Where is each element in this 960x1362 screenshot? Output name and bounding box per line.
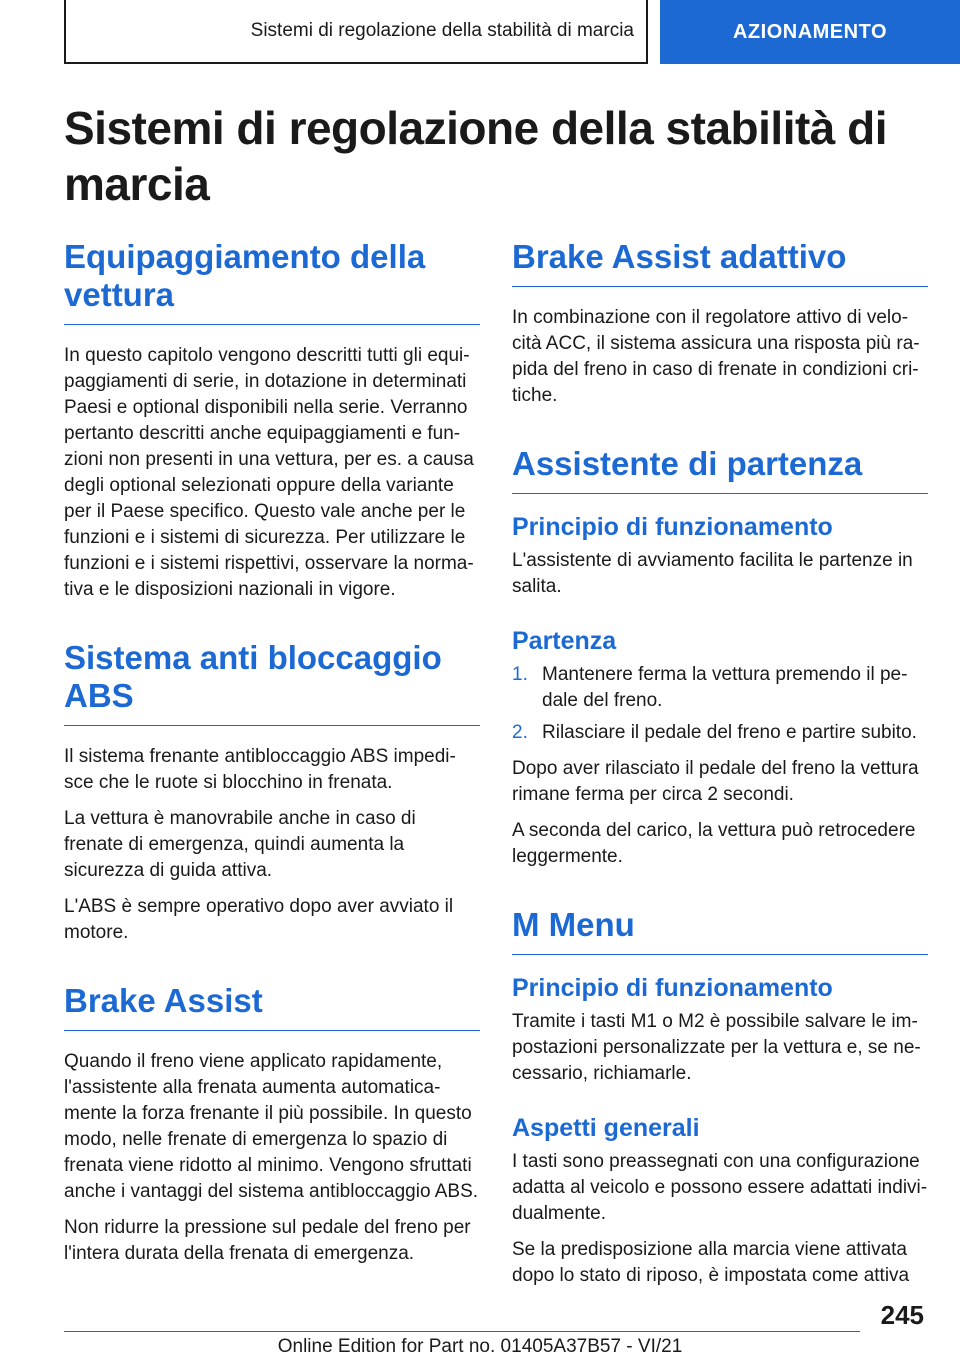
paragraph: I tasti sono preassegnati con una configurazione adatta al veicolo e possono essere adattati indivi-dualmente. (512, 1151, 928, 1224)
subsection-title-principio: Principio di funzionamento (512, 974, 833, 1002)
step-number: 2. (512, 722, 528, 743)
subsection-title-principio: Principio di funzionamento (512, 513, 833, 541)
footer-edition: Online Edition for Part no. 01405A37B57 - VI/21 (277, 1336, 683, 1357)
paragraph: Non ridurre la pressione sul pedale del freno per l'intera durata della frenata di emergenza. (64, 1217, 471, 1264)
subsection-title-partenza: Partenza (512, 627, 617, 655)
left-column (64, 238, 480, 1277)
chapter-tab: AZIONAMENTO (660, 0, 960, 64)
step-number: 1. (512, 664, 528, 685)
section-title-equipaggiamento: Equipaggiamento della vettura (64, 238, 480, 325)
running-header (64, 0, 648, 64)
running-header-title: Sistemi di regolazione della stabilità di marcia (250, 20, 634, 41)
paragraph: A seconda del carico, la vettura può retrocedere leggermente. (512, 820, 916, 867)
footer-divider (64, 1331, 860, 1332)
list-item (512, 720, 928, 746)
section-title-abs: Sistema anti bloccaggio ABS (64, 639, 480, 726)
paragraph: Dopo aver rilasciato il pedale del freno la vettura rimane ferma per circa 2 secondi. (512, 758, 919, 805)
step-text: Rilasciare il pedale del freno e partire subito. (542, 722, 917, 743)
step-text: Mantenere ferma la vettura premendo il pe-dale del freno. (542, 664, 908, 711)
right-column (512, 238, 928, 1299)
paragraph: L'ABS è sempre operativo dopo aver avviato il motore. (64, 896, 454, 943)
section-title-brake-assist-adattivo: Brake Assist adattivo (512, 238, 928, 287)
paragraph: In questo capitolo vengono descritti tutti gli equi-paggiamenti di serie, in dotazione in determinati Paesi e optional disponibili nella serie. Verranno pertanto descritti anche equipaggiamenti e fun-zioni non presenti in una vettura, per es. a causa degli optional selezionati oppure della variante per il Paese specifico. Questo vale anche per le funzioni e i sistemi di sicurezza. Per utilizzare le funzioni e i sistemi rispettivi, osservare la norma-tiva e le disposizioni nazionali in vigore. (64, 345, 474, 600)
steps-list (512, 662, 928, 746)
page-title: Sistemi di regolazione della stabilità di marcia (64, 102, 888, 210)
section-title-assistente-partenza: Assistente di partenza (512, 445, 928, 494)
paragraph: La vettura è manovrabile anche in caso di frenate di emergenza, quindi aumenta la sicurezza di guida attiva. (64, 808, 416, 881)
page-number: 245 (880, 1300, 924, 1330)
list-item (512, 662, 928, 714)
paragraph: Se la predisposizione alla marcia viene attivata dopo lo stato di riposo, è impostata come attiva (512, 1239, 910, 1286)
paragraph: Tramite i tasti M1 o M2 è possibile salvare le im-postazioni personalizzate per la vettura e, se ne-cessario, richiamarle. (512, 1011, 921, 1084)
section-title-brake-assist: Brake Assist (64, 982, 480, 1031)
paragraph: Quando il freno viene applicato rapidamente, l'assistente alla frenata aumenta automatica-mente la forza frenante il più possibile. In questo modo, nelle frenate di emergenza lo spazio di frenata viene ridotto al minimo. Vengono sfruttati anche i vantaggi del sistema antibloccaggio ABS. (64, 1051, 479, 1202)
paragraph: Il sistema frenante antibloccaggio ABS impedi-sce che le ruote si blocchino in frenata. (64, 746, 456, 793)
section-title-m-menu: M Menu (512, 906, 928, 955)
subsection-title-aspetti-generali: Aspetti generali (512, 1114, 700, 1142)
paragraph: L'assistente di avviamento facilita le partenze in salita. (512, 550, 913, 597)
paragraph: In combinazione con il regolatore attivo di velo-cità ACC, il sistema assicura una risposta più ra-pida del freno in caso di frenate in condizioni cri-tiche. (512, 307, 920, 406)
